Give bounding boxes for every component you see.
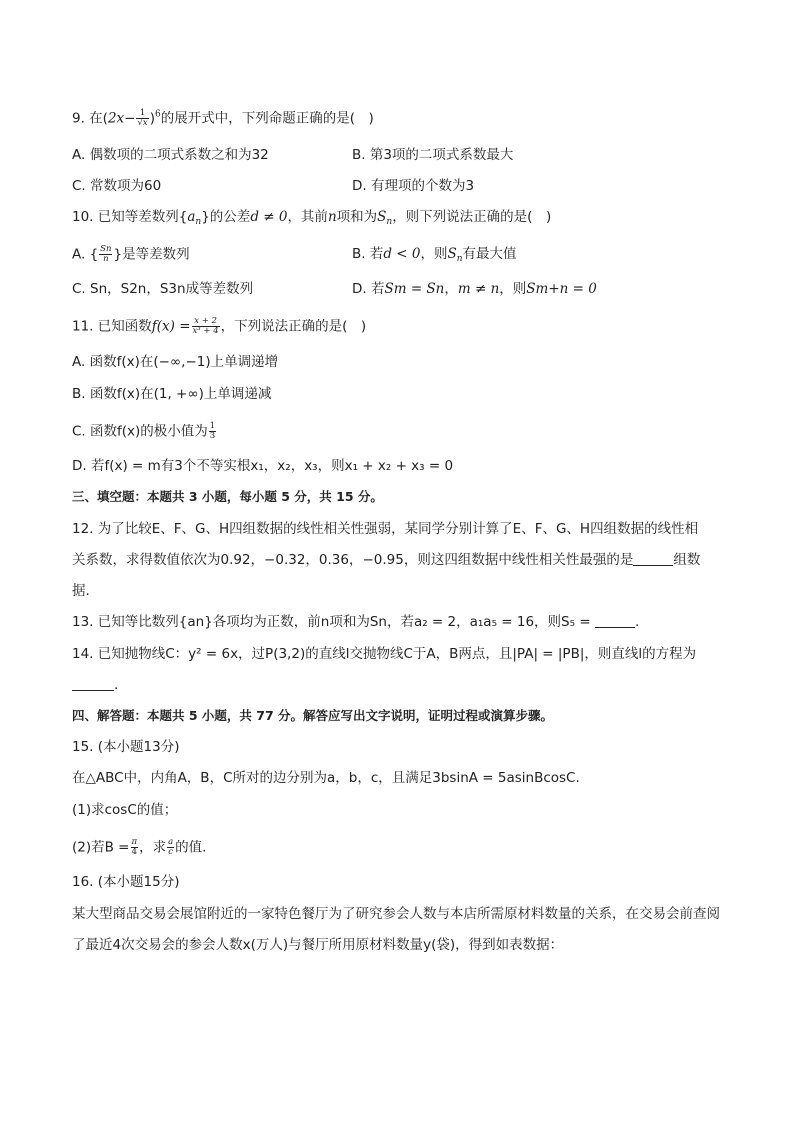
q9-option-b: B. 第3项的二项式系数最大: [352, 147, 514, 163]
q10-n: n: [327, 209, 337, 225]
q12-line2-text: 关系数，求得数值依次为0.92，−0.32，0.36，−0.95，则这四组数据中线性相关性最强的是: [72, 552, 634, 568]
q10-d: d ≠ 0: [250, 209, 288, 225]
q10-an: a: [187, 209, 196, 225]
q15-part2-pre: (2)若B =: [72, 839, 130, 856]
q9-exponent: 6: [154, 109, 161, 120]
q13-answer-blank[interactable]: [595, 613, 635, 628]
q10-stem: 10. 已知等差数列$\{a_n\}$的公差d ≠ 0，其前n项和为$S_n$，则下列说法正确的是( ): [72, 209, 552, 227]
q13-stem: [72, 613, 639, 631]
q10-d-mid: ，则: [499, 281, 527, 297]
q12-line2: [72, 551, 700, 569]
q11-stem-part: 11. 已知函数: [72, 318, 152, 335]
q11-f: f(x) =: [151, 318, 191, 335]
q10-stem-part: ，其前: [287, 209, 328, 225]
q10-stem-part: }的公差: [201, 209, 251, 225]
q9-prefix: 9. 在(: [72, 110, 108, 127]
q11-option-d: D. 若f(x) = m有3个不等实根x₁，x₂，x₃，则x₁ + x₂ + x₃ = 0: [72, 458, 454, 474]
q9-stem: 9. 在(2x− $\frac{1}{√x}$ )$^6$的展开式中，下列命题正确的是( ): [72, 108, 374, 128]
q15-part2: [72, 838, 206, 857]
q10-d-math1: Sm = Sn: [384, 281, 445, 297]
q9-minus: −: [124, 110, 136, 127]
q9-option-c: C. 常数项为60: [72, 178, 162, 194]
q10-option-c: C. Sn，S2n，S3n成等差数列: [72, 281, 254, 297]
q10-option-d: [352, 280, 597, 298]
q13-tail: .: [634, 614, 640, 630]
q15-part1: (1)求cosC的值；: [72, 802, 178, 818]
q15-part2-post: 的值.: [175, 839, 207, 856]
section-fill-in-heading: 三、填空题：本题共 3 小题，每小题 5 分，共 15 分。: [72, 489, 383, 504]
q12-line3: 据.: [72, 583, 90, 599]
q15-heading: 15. (本小题13分): [72, 739, 180, 755]
q11-stem-part: ，下列说法正确的是( ): [220, 318, 367, 335]
q10-d-sep: ，: [444, 281, 458, 297]
q9-option-d: D. 有理项的个数为3: [352, 178, 475, 194]
q9-suffix: 的展开式中，下列命题正确的是( ): [160, 110, 374, 127]
q14-line1: 14. 已知抛物线C：y² = 6x，过P(3,2)的直线l交抛物线C于A，B两点，且|PA| = |PB|，则直线l的方程为: [72, 646, 697, 662]
q10-b-post: 有最大值: [462, 246, 517, 262]
q10-option-a: [72, 245, 190, 264]
q12-line1: 12. 为了比较E、F、G、H四组数据的线性相关性强弱，某同学分别计算了E、F、G、H四组数据的线性相: [72, 521, 699, 537]
q10-S: S: [377, 209, 387, 225]
section-solutions-heading: 四、解答题：本题共 5 小题，共 77 分。解答应写出文字说明，证明过程或演算步骤。: [72, 708, 554, 723]
q15-part2-mid: ，求: [139, 839, 167, 856]
q10-stem-part: 项和为: [336, 209, 378, 225]
q10-d-math3: Sm+n = 0: [526, 281, 597, 297]
q11-option-b: B. 函数f(x)在(1, +∞)上单调递减: [72, 386, 272, 402]
q11-option-a: A. 函数f(x)在(−∞,−1)上单调递增: [72, 354, 279, 370]
q10-d-pre: D. 若: [352, 281, 385, 297]
q12-line2-tail: 组数: [673, 552, 701, 568]
q15-pi-fraction: $\frac{\pi}{4}$: [131, 837, 138, 857]
q10-a-fraction: $\frac{Sn}{n}$: [100, 244, 112, 264]
q11-option-c: [72, 422, 217, 441]
q14-tail: .: [114, 677, 119, 693]
q10-d-math2: m ≠ n: [457, 281, 500, 297]
q15-stem: 在△ABC中，内角A，B，C所对的边分别为a，b，c，且满足3bsinA = 5asinBcosC.: [72, 770, 580, 786]
q14-answer-blank[interactable]: [72, 676, 114, 691]
q16-heading: 16. (本小题15分): [72, 874, 180, 890]
q10-a-post: }是等差数列: [113, 246, 190, 263]
q11-c-fraction: $\frac{1}{3}$: [209, 421, 216, 441]
q11-c-pre: C. 函数f(x)的极小值为: [72, 423, 208, 440]
q9-option-a: A. 偶数项的二项式系数之和为32: [72, 147, 269, 163]
q11-stem: [72, 317, 366, 336]
q10-stem-part: ，则下列说法正确的是( ): [392, 209, 552, 225]
q10-b-mid: ，则: [420, 246, 448, 262]
q10-b-math: d < 0: [383, 246, 421, 262]
q9-fraction: $\frac{1}{√x}$: [137, 108, 148, 128]
q12-answer-blank[interactable]: [633, 551, 673, 566]
q16-stem: 某大型商品交易会展馆附近的一家特色餐厅为了研究参会人数与本店所需原材料数量的关系，在交易会前查阅了最近4次交易会的参会人数x(万人)与餐厅所用原材料数量y(袋)，得到如表数据：: [72, 906, 720, 953]
q10-option-b: B. 若d < 0，则$S_n$有最大值: [352, 246, 517, 264]
q10-a-pre: A. {: [72, 246, 99, 263]
q14-line2: [72, 676, 118, 694]
q9-expr: 2x: [107, 110, 125, 127]
q11-fraction: $\frac{x + 2}{\text{x³ + 4}}$: [192, 316, 219, 336]
q10-b-pre: B. 若: [352, 246, 384, 262]
q15-ac-fraction: $\frac{a}{c}$: [168, 837, 174, 857]
q10-stem-part: 10. 已知等差数列{: [72, 209, 188, 225]
q13-text: 13. 已知等比数列{an}各项均为正数，前n项和为Sn，若a₂ = 2，a₁a₅ = 16，则S₅ =: [72, 614, 595, 630]
